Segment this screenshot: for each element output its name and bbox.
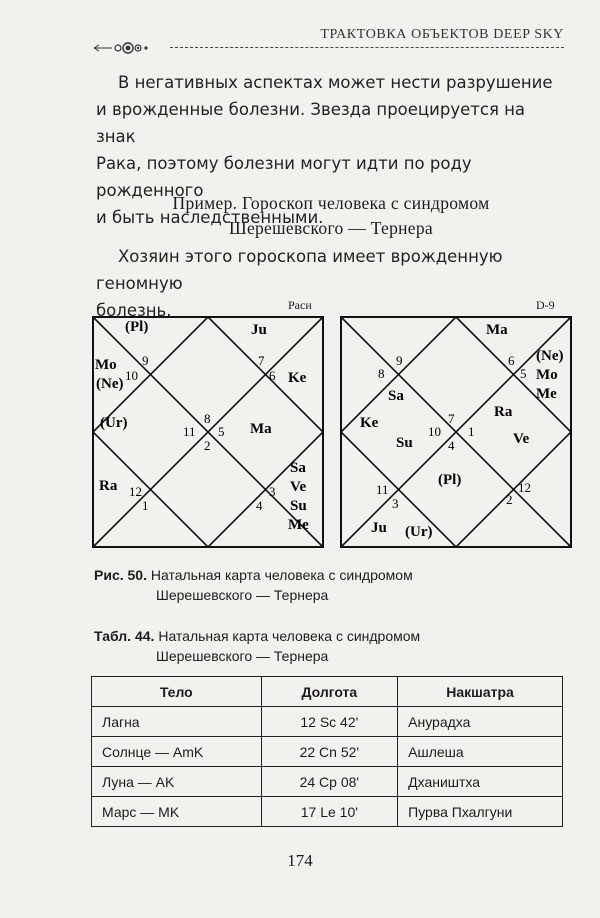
table-cell: Луна — AK — [92, 767, 262, 797]
d9-planet-mercury: Me — [536, 386, 557, 402]
d9-planet-saturn: Sa — [388, 388, 404, 404]
planet-pluto: (Pl) — [125, 319, 149, 335]
figure-caption-cont: Шерешевского — Тернера — [156, 587, 329, 603]
table-cell: Лагна — [92, 707, 262, 737]
natal-table — [91, 676, 563, 827]
ornament-icon — [92, 40, 162, 56]
figure-caption-text: Натальная карта человека с синдромом — [146, 567, 413, 583]
d9-house-number: 9 — [396, 353, 403, 368]
rasi-house-number: 10 — [125, 368, 138, 383]
table-cell: Ашлеша — [398, 737, 563, 767]
rasi-house-number: 1 — [142, 498, 149, 513]
table-cell: 17 Le 10' — [261, 797, 398, 827]
d9-planet-pluto: (Pl) — [438, 472, 462, 488]
table-cell: Дхаништха — [398, 767, 563, 797]
d9-house-number: 6 — [508, 353, 515, 368]
d9-planet-uranus: (Ur) — [405, 524, 433, 540]
table-cell: Солнце — AmK — [92, 737, 262, 767]
d9-planet-sun: Su — [396, 435, 413, 451]
d9-house-number: 3 — [392, 496, 399, 511]
table-cell: 12 Sc 42' — [261, 707, 398, 737]
planet-mercury: Me — [288, 517, 309, 533]
intro-line: Рака, поэтому болезни могут идти по роду рожденного — [96, 154, 472, 200]
rasi-house-number: 12 — [129, 484, 142, 499]
figure-caption — [94, 565, 574, 605]
figure-caption-label: Рис. 50. — [94, 567, 147, 583]
rasi-house-number: 9 — [142, 353, 149, 368]
d9-planet-venus: Ve — [513, 431, 530, 447]
header-rule — [170, 47, 564, 48]
planet-jupiter: Ju — [251, 322, 267, 338]
rasi-house-number: 8 — [204, 411, 211, 426]
table-header-cell: Долгота — [261, 677, 398, 707]
table-row — [92, 707, 563, 737]
table-cell: 24 Cp 08' — [261, 767, 398, 797]
table-header-cell: Тело — [92, 677, 262, 707]
table-row — [92, 767, 563, 797]
d9-house-number: 4 — [448, 438, 455, 453]
d9-planet-neptune: (Ne) — [536, 348, 564, 364]
d9-house-number: 7 — [448, 411, 455, 426]
planet-rahu: Ra — [99, 478, 118, 494]
planet-neptune: (Ne) — [96, 376, 124, 392]
d9-house-number: 12 — [518, 480, 531, 495]
d9-planet-ketu: Ke — [360, 415, 379, 431]
example-heading-line: Пример. Гороскоп человека с синдромом — [172, 193, 490, 213]
table-caption-label: Табл. 44. — [94, 628, 155, 644]
d9-house-number: 8 — [378, 366, 385, 381]
rasi-house-number: 6 — [269, 368, 276, 383]
page-number: 174 — [287, 851, 313, 870]
d9-house-number: 10 — [428, 424, 441, 439]
table-cell: Пурва Пхалгуни — [398, 797, 563, 827]
example-heading-line: Шерешевского — Тернера — [228, 218, 433, 238]
planet-mars: Ma — [250, 421, 272, 437]
d9-planet-jupiter: Ju — [371, 520, 387, 536]
rasi-chart — [92, 316, 324, 548]
rasi-house-number: 7 — [258, 353, 265, 368]
d9-planet-moon: Mo — [536, 367, 558, 383]
table-caption — [94, 626, 574, 666]
table-cell: Марс — MK — [92, 797, 262, 827]
planet-ketu: Ke — [288, 370, 307, 386]
d9-planet-rahu: Ra — [494, 404, 513, 420]
rasi-chart-label: Раси — [288, 298, 312, 312]
d9-house-number: 11 — [376, 482, 389, 497]
table-header-row — [92, 677, 563, 707]
table-caption-cont: Шерешевского — Тернера — [156, 648, 329, 664]
rasi-house-number: 4 — [256, 498, 263, 513]
d9-chart — [340, 316, 572, 548]
table-caption-text: Натальная карта человека с синдромом — [154, 628, 421, 644]
planet-moon: Mo — [95, 357, 117, 373]
rasi-house-number: 11 — [183, 424, 196, 439]
planet-saturn: Sa — [290, 460, 306, 476]
intro-line: и быть наследственными. — [96, 208, 324, 227]
d9-house-number: 5 — [520, 366, 527, 381]
rasi-house-number: 2 — [204, 438, 211, 453]
planet-sun: Su — [290, 498, 307, 514]
table-row — [92, 737, 563, 767]
planet-uranus: (Ur) — [100, 415, 128, 431]
table-cell: 22 Cn 52' — [261, 737, 398, 767]
d9-planet-mars: Ma — [486, 322, 508, 338]
table-row — [92, 797, 563, 827]
d9-house-number: 1 — [468, 424, 475, 439]
example-paragraph — [96, 243, 566, 324]
intro-line: В негативных аспектах может нести разрушение — [118, 73, 553, 92]
example-line: болезнь. — [96, 301, 172, 320]
table-cell: Анурадха — [398, 707, 563, 737]
d9-house-number: 2 — [506, 492, 513, 507]
example-heading — [96, 191, 566, 241]
rasi-house-number: 3 — [269, 484, 276, 499]
intro-line: и врожденные болезни. Звезда проецируется на знак — [96, 100, 526, 146]
running-header: ТРАКТОВКА ОБЪЕКТОВ DEEP SKY — [320, 27, 564, 42]
table-header-cell: Накшатра — [398, 677, 563, 707]
rasi-house-number: 5 — [218, 424, 225, 439]
example-line: Хозяин этого гороскопа имеет врожденную геномную — [96, 247, 503, 293]
d9-chart-label: D-9 — [536, 298, 555, 312]
planet-venus: Ve — [290, 479, 307, 495]
